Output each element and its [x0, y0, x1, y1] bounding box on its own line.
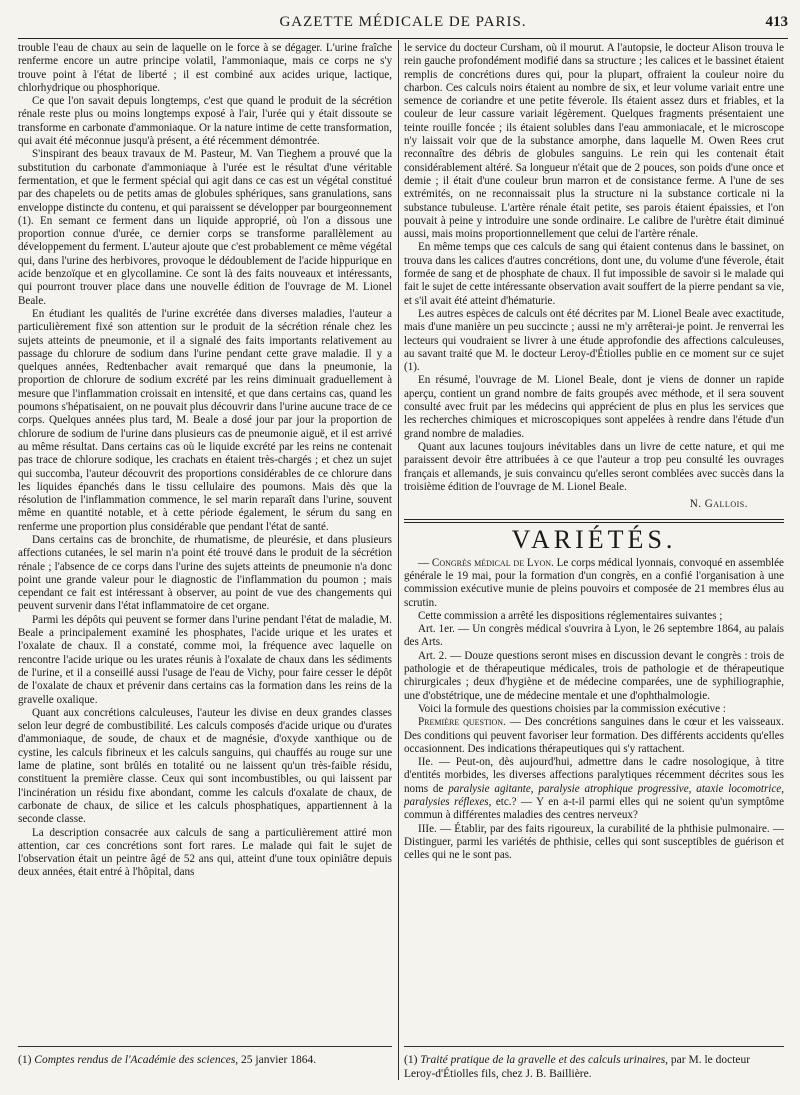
footnote-date: , 25 janvier 1864. [235, 1054, 317, 1066]
paragraph: le service du docteur Cursham, où il mourut. A l'autopsie, le docteur Alison trouva le rein gauche profondément modifié dans sa structure ; les calices et le bassinet étaient remplis de concrétions dures qui, pour la plupart, offraient la couleur noire du charbon. Ces calculs noirs étaient au nombre de six, et leur volume variait entre une semence de coriandre et une petite féverole. Ils étaient assez durs et friables, et la couleur de leur cassure variait légèrement. Quelques fragments présentaient une teinte rouille foncée ; ils étaient solubles dans l'eau ammoniacale, et le microscope n'y laissait voir que de la substance amorphe, dans laquelle M. Owen Rees crut reconnaître des débris de globules sanguins. Le rein qui les contenait était considérablement altéré. Sa longueur n'était que de 2 pouces, son poids d'une once et demie ; il était d'une couleur brun marron et de consistance ferme. A l'une de ses extrémités, on ne reconnaissait plus la structure ni la substance corticale ni la substance tubuleuse. L'artère rénale était petite, ses parois étaient épaissies, et l'on pouvait à peine y introduire une sonde ordinaire. Le calibre de l'urètre était diminué aussi, mais moins proportionnellement que celui de l'artère rénale. [404, 42, 784, 241]
paragraph [404, 650, 784, 703]
question-label: IIe. [418, 756, 434, 769]
paragraph-text: — Douze questions seront mises en discussion devant le congrès : trois de pathologie et de thérapeutique médicales, trois de pathologie et de thérapeutique chirurgicales ; deux d'hygiène et de médecine comparées, une de syphiliographie, une d'obstétrique, une de médecine mentale et une d'ophthalmologie. [404, 649, 785, 702]
paragraph [404, 756, 784, 822]
paragraph: Quant aux concrétions calculeuses, l'auteur les divise en deux grandes classes selon leur degré de combustibilité. Les calculs composés d'acide urique ou d'urates d'ammoniaque, de soude, de chaux et de magnésie, d'oxyde xanthique ou de cystine, les calculs fibrineux et les calculs sanguins, qui chauffés au rouge sur une lame de platine, sont brûlés en totalité ou ne laissent qu'un très-faible résidu, constituent la première classe. Ceux qui sont incombustibles, ou qui laissent par l'incinération un résidu fixe abondant, comme les calculs d'oxalate de chaux, de carbonate de chaux, de silice et les calculs phosphatiques, appartiennent à la seconde classe. [18, 706, 392, 826]
column-divider [398, 40, 399, 1080]
paragraph [404, 557, 784, 610]
paragraph-text: Le corps médical lyonnais, convoqué en assemblée générale le 19 mai, pour la formation d'un congrès, en a confié l'organisation à une commission exécutive munie de pleins pouvoirs et composée de 21 membres élus au scrutin. [404, 556, 784, 609]
paragraph: Parmi les dépôts qui peuvent se former dans l'urine pendant l'état de maladie, M. Beale a principalement examiné les phosphates, l'acide urique et les urates et l'oxalate de chaux. Il a constaté, comme moi, la fréquence avec laquelle on rencontre l'acide urique ou les urates réunis à l'oxalate de chaux dans les sédiments de l'urine, et il a conseillé aussi l'usage de l'eau de Vichy, pour faire cesser le dépôt de l'oxalate de chaux et prévenir dans certains cas la formation dans les reins de la gravelle oxalique. [18, 613, 392, 706]
paragraph-text: — Établir, par des faits rigoureux, la curabilité de la phthisie pulmonaire. — Distinguer, parmi les variétés de phthisie, celles qui sont susceptibles de guérison et celles qui ne le sont pas. [404, 822, 784, 862]
paragraph [404, 823, 784, 863]
footnote-source: Comptes rendus de l'Académie des sciences [34, 1054, 236, 1066]
paragraph: trouble l'eau de chaux au sein de laquelle on le force à se dégager. L'urine fraîche renferme encore un autre principe volatil, l'ammoniaque, mais ce corps ne s'y trouve point à l'état de liberté ; il est combiné aux acides urique, lactique, chlorhydrique ou phosphorique. [18, 42, 392, 94]
paragraph: En étudiant les qualités de l'urine excrétée dans diverses maladies, l'auteur a particulièrement fixé son attention sur le produit de la sécrétion rénale chez les sujets atteints de pneumonie, et il a signalé des faits importants relativement au passage du chlorure de sodium dans l'urine pendant cette grave maladie. Il y a quelques années, Redtenbacher avait remarqué que dans la pneumonie, la proportion de chlorure de sodium excrété par les reins diminuait graduellement à mesure que l'inflammation croissait en intensité, et que dans certains cas, quand les poumons s'hépatisaient, on ne pouvait plus découvrir dans l'urine aucune trace de ce corps. Quelques années plus tard, M. Beale a dosé jour par jour la proportion de chlorure de sodium de l'urine dans plusieurs cas de pneumonie aiguë, et il est arrivé au même résultat. Dans certains cas où le liquide excrété par les reins ne contenait pas trace de chlorure sodique, les crachats en étaient très-chargés ; et chez un sujet qui succomba, l'auteur découvrit des proportions considérables de ce chlorure dans les liquides épanchés dans le tissu cellulaire des poumons. Mais dès que la résolution de l'inflammation commence, le sel marin reparaît dans l'urine, souvent même en quantité notable, et à cette période également, le sérum du sang en renferme une proportion plus considérable que pendant l'état de santé. [18, 307, 392, 533]
footnote-rule [404, 1046, 784, 1047]
running-title: GAZETTE MÉDICALE DE PARIS. [279, 14, 527, 30]
footnote-text: , par M. le docteur Leroy-d'Étiolles fils, chez J. B. Baillière. [404, 1054, 751, 1080]
footnote-title: Traité pratique de la gravelle et des calculs urinaires [420, 1054, 666, 1066]
article-label: Art. 1er. [418, 623, 455, 636]
paragraph: S'inspirant des beaux travaux de M. Pasteur, M. Van Tieghem a prouvé que la substitution du carbonate d'ammoniaque à l'urée est le résultat d'une véritable fermentation, et que le ferment spécial qui agit dans ce cas est un végétal constitué par des chapelets ou de petits amas de globules sphériques, sans granulations, sans enveloppe distincte du contenu, et qui paraissent se développer par bourgeonnement (1). En semant ce ferment dans un liquide approprié, où l'on a dissous une proportion connue d'urée, ce dernier corps se transforme parallèlement au développement du ferment. L'auteur ajoute que c'est probablement ce même végétal qui, dans l'urine des herbivores, provoque le dédoublement de l'acide hippurique en acide benzoïque et en glycollamine. Ce sont là des faits nouveaux et intéressants, qui pourront trouver place dans une nouvelle édition de l'ouvrage de M. Lionel Beale. [18, 148, 392, 307]
paragraph: Les autres espèces de calculs ont été décrites par M. Lionel Beale avec exactitude, mais d'une manière un peu succincte ; aussi ne m'y arrêterai-je point. Je renverrai les lecteurs qui voudraient se livrer à une étude approfondie des affections calculeuses, au savant traité que M. le docteur Leroy-d'Étiolles publie en ce moment sur ce sujet (1). [404, 307, 784, 374]
section-rule [404, 519, 784, 523]
footnote-rule [18, 1046, 392, 1047]
footnote-marker: (1) [18, 1054, 32, 1066]
paragraph [404, 623, 784, 650]
paragraph-text: , etc.? — Y en a-t-il parmi elles qui ne soient qu'un symptôme commun à différentes maladies des centres nerveux? [404, 796, 784, 822]
paragraph: En même temps que ces calculs de sang qui étaient contenus dans le bassinet, on trouva dans les calices d'autres concrétions, dont une, du volume d'une féverole, était formée de sang et de phosphate de chaux. Il fut impossible de savoir si le malade qui fait le sujet de cette intéressante observation avait souffert de la pierre pendant sa vie, et s'il avait été atteint d'hématurie. [404, 241, 784, 307]
question-label: IIIe. [418, 822, 437, 835]
page-header [18, 8, 788, 39]
page-number: 413 [765, 14, 788, 30]
paragraph-text: — Peut-on, dès aujourd'hui, admettre dans le cadre nosologique, à titre d'entités morbides, les diverses affections paralytiques récemment décrites sous les noms de [404, 756, 784, 795]
right-column [404, 42, 784, 863]
question-label: Première question. [418, 716, 506, 729]
right-footnote [404, 1046, 784, 1081]
paragraph: Dans certains cas de bronchite, de rhumatisme, de pleurésie, et dans plusieurs affections cutanées, le sel marin n'a point été trouvé dans le produit de la sécrétion rénale ; l'absence de ce corps dans l'urine des sujets atteints de pneumonie n'a donc point une grande valeur pour le diagnostic de l'inflammation du poumon ; mais cependant ce fait est intéressant à observer, au point de vue des changements qui peuvent survenir dans l'état inflammatoire de cet organe. [18, 533, 392, 613]
paragraph-italic: paralysie agitante, paralysie atrophique progressive, ataxie locomotrice, paralysies réflexes [404, 782, 785, 809]
section-label: — Congrès médical de Lyon. [418, 556, 554, 569]
author-signature: N. Gallois. [689, 498, 748, 511]
paragraph: Quant aux lacunes toujours inévitables dans un livre de cette nature, et qui me paraissent devoir être attribuées à ce que l'auteur a trop peu consulté les ouvrages français et allemands, je suis convaincu qu'elles seront comblées avec succès dans la troisième édition de l'ouvrage de M. Lionel Beale. [404, 440, 784, 493]
section-title: VARIÉTÉS. [511, 525, 677, 555]
paragraph-text: — Un congrès médical s'ouvrira à Lyon, le 26 septembre 1864, au palais des Arts. [404, 623, 784, 649]
paragraph-text: — Des concrétions sanguines dans le cœur et les vaisseaux. Des conditions qui peuvent favoriser leur formation. Des différents accidents qu'elles occasionnent. Des indications thérapeutiques qui s'y rattachent. [404, 716, 785, 755]
paragraph [404, 716, 784, 756]
paragraph: Voici la formule des questions choisies par la commission exécutive : [418, 702, 726, 715]
left-footnote [18, 1046, 392, 1067]
article-label: Art. 2. [418, 649, 448, 662]
footnote-marker: (1) [404, 1054, 418, 1066]
paragraph: La description consacrée aux calculs de sang a particulièrement attiré mon attention, car ces concrétions sont fort rares. Le malade qui fait le sujet de l'observation était un peintre âgé de 52 ans qui, atteint d'une toux opiniâtre depuis deux années, était entré à l'hôpital, dans [18, 826, 392, 879]
paragraph: Cette commission a arrêté les dispositions réglementaires suivantes ; [418, 609, 723, 622]
paragraph: En résumé, l'ouvrage de M. Lionel Beale, dont je viens de donner un rapide aperçu, contient un grand nombre de faits groupés avec méthode, et il sera souvent consulté avec fruit par les médecins qui apprécient de plus en plus les services que les recherches chimiques et microscopiques sont appelées à rendre dans l'étude d'un grand nombre de maladies. [404, 374, 784, 440]
left-column [18, 42, 392, 880]
paragraph: Ce que l'on savait depuis longtemps, c'est que quand le produit de la sécrétion rénale reste plus ou moins longtemps exposé à l'air, l'urée qui y était dissoute se transforme en carbonate d'ammoniaque. Or la nature intime de cette transformation, qui avait été méconnue jusqu'à présent, a été récemment démontrée. [18, 95, 392, 148]
